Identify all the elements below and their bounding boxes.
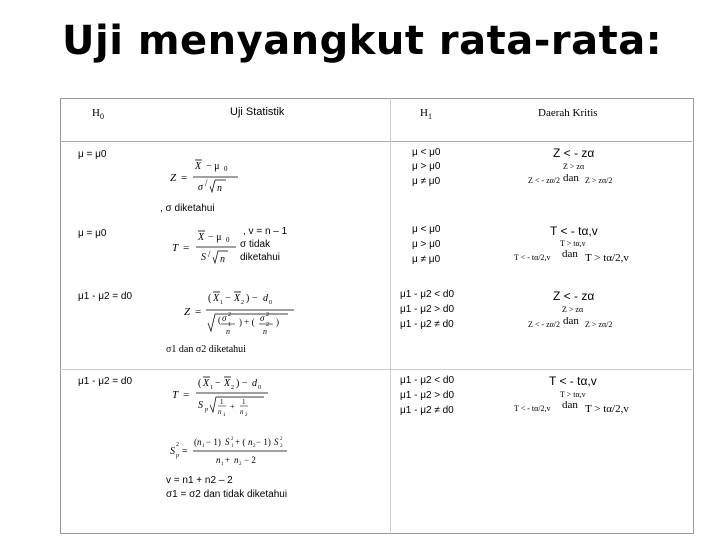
row2-note-diketahui: diketahui [240,252,281,263]
svg-text:T: T [172,242,179,254]
row3-h1-greater: μ1 - μ2 > d0 [400,304,455,315]
row1-h0: μ = μ0 [78,149,107,160]
row4-crit-dan: dan [562,399,578,411]
svg-text:+ (: + ( [235,437,246,447]
row3-note: σ1 dan σ2 diketahui [166,344,246,355]
svg-text:Z: Z [170,172,177,184]
row1-crit-right: Z > zα/2 [585,176,613,185]
header-h0: $H_0$ [92,107,104,122]
row2-note-sigma: σ tidak [240,239,271,250]
row3-crit-small: Z > zα [562,305,584,314]
svg-text:σ: σ [260,313,265,323]
svg-text:1: 1 [242,398,246,406]
row4-h1-noteq: μ1 - μ2 ≠ d0 [400,405,454,416]
svg-text:X: X [213,293,220,304]
svg-text:p: p [176,453,179,459]
svg-text:n: n [248,437,253,447]
svg-text:n: n [217,183,222,194]
column-divider [390,98,391,532]
svg-text:2: 2 [228,312,231,318]
row3-crit-dan: dan [563,315,579,327]
svg-text:1: 1 [231,444,234,449]
row2-note-v: , v = n – 1 [243,226,288,237]
svg-text:) + (: ) + ( [239,317,255,327]
svg-text:1: 1 [221,462,224,467]
svg-text:2: 2 [245,413,248,418]
svg-text:− 1): − 1) [256,437,271,447]
row4-sp-formula [168,432,290,470]
svg-text:S: S [274,437,279,447]
svg-text:− μ: − μ [208,232,222,243]
svg-text:X: X [224,378,231,389]
row4-note-sigma: σ1 = σ2 dan tidak diketahui [166,489,288,500]
svg-text:σ: σ [222,313,227,323]
row2-crit-main: T < - tα,v [550,224,598,238]
svg-text:Z: Z [184,306,191,318]
row1-z-formula [168,154,260,200]
row1-h1-noteq: μ ≠ μ0 [412,176,441,187]
svg-text:=: = [181,172,188,184]
svg-text:2: 2 [266,322,269,328]
svg-text:(: ( [198,378,202,389]
svg-text:− 1): − 1) [206,437,221,447]
svg-text:X: X [195,161,202,172]
row3-crit-right: Z > zα/2 [585,320,613,329]
svg-text:2: 2 [231,437,234,442]
row2-crit-left: T < - tα/2,v [514,253,551,262]
svg-text:+: + [225,455,231,465]
svg-text:S: S [170,446,175,457]
svg-text:d: d [263,293,268,304]
row3-z-formula [168,285,310,341]
svg-text:1: 1 [220,300,223,306]
svg-text:d: d [252,378,257,389]
svg-text:(: ( [218,315,221,325]
svg-text:X: X [234,293,241,304]
svg-text:) −: ) − [246,293,258,304]
svg-text:/: / [205,178,208,188]
row4-h1-less: μ1 - μ2 < d0 [400,375,455,386]
header-divider [60,141,692,142]
svg-text:2: 2 [231,385,234,391]
svg-text:2: 2 [239,462,242,467]
row2-crit-dan: dan [562,248,578,260]
header-h1: $H_1$ [420,107,432,122]
svg-text:n: n [234,455,239,465]
row3-crit-left: Z < - zα/2 [528,320,561,329]
svg-text:): ) [276,317,279,327]
svg-text:=: = [195,306,202,318]
svg-text:0: 0 [269,300,272,306]
svg-text:n: n [226,327,230,336]
row4-crit-small: T > tα,v [560,390,586,399]
hypothesis-table [60,98,694,534]
row4-crit-left: T < - tα/2,v [514,404,551,413]
svg-text:2: 2 [266,312,269,318]
row4-t-formula [168,372,278,420]
row3-h1-noteq: μ1 - μ2 ≠ d0 [400,319,454,330]
svg-text:1: 1 [223,413,226,418]
row1-h1-greater: μ > μ0 [412,161,441,172]
svg-text:p: p [205,407,208,413]
page-title: Uji menyangkut rata-rata: [62,18,663,64]
svg-text:2: 2 [241,300,244,306]
svg-text:=: = [183,389,190,401]
svg-text:n: n [197,437,202,447]
row1-crit-main: Z < - zα [553,146,595,160]
svg-text:=: = [182,446,188,457]
svg-text:2: 2 [176,442,179,448]
svg-text:n: n [220,254,225,265]
svg-text:0: 0 [226,236,230,244]
row2-crit-small: T > tα,v [560,239,586,248]
row4-crit-main: T < - tα,v [549,374,597,388]
svg-text:− μ: − μ [206,161,220,172]
svg-text:n: n [218,408,222,416]
row2-h1-noteq: μ ≠ μ0 [412,254,441,265]
svg-text:2: 2 [280,444,283,449]
svg-text:T: T [172,389,179,401]
svg-text:/: / [208,249,211,259]
header-uji-statistik: Uji Statistik [230,106,285,118]
row2-crit-right: T > tα/2,v [585,252,629,264]
row1-note: , σ diketahui [160,203,215,214]
svg-text:X: X [203,378,210,389]
row3-crit-main: Z < - zα [553,289,595,303]
row4-h0: μ1 - μ2 = d0 [78,376,133,387]
row2-h1-greater: μ > μ0 [412,239,441,250]
row3-h0: μ1 - μ2 = d0 [78,291,133,302]
svg-text:S: S [225,437,230,447]
row-divider [60,369,692,370]
svg-text:n: n [216,455,221,465]
svg-text:) −: ) − [236,378,248,389]
svg-text:0: 0 [224,165,228,173]
svg-text:2: 2 [280,437,283,442]
svg-text:1: 1 [210,385,213,391]
svg-text:+: + [230,402,235,411]
row2-h1-less: μ < μ0 [412,224,441,235]
svg-text:− 2: − 2 [244,455,256,465]
svg-text:n: n [240,408,244,416]
row1-crit-dan: dan [563,172,579,184]
svg-text:S: S [201,252,206,263]
svg-text:σ: σ [198,182,203,193]
svg-text:X: X [198,232,205,243]
row2-t-formula [168,227,240,273]
row1-crit-small: Z > zα [563,162,585,171]
svg-text:S: S [198,400,203,411]
svg-text:n: n [263,327,267,336]
svg-text:1: 1 [228,322,231,328]
row4-crit-right: T > tα/2,v [585,403,629,415]
row3-h1-less: μ1 - μ2 < d0 [400,289,455,300]
row4-note-v: v = n1 + n2 – 2 [166,475,233,486]
header-daerah-kritis: Daerah Kritis [538,107,598,119]
row2-h0: μ = μ0 [78,228,107,239]
svg-text:(: ( [208,293,212,304]
svg-text:0: 0 [258,385,261,391]
svg-text:=: = [183,242,190,254]
svg-text:1: 1 [202,444,205,449]
svg-text:−: − [215,378,221,389]
svg-text:(: ( [194,437,197,447]
row4-h1-greater: μ1 - μ2 > d0 [400,390,455,401]
svg-text:2: 2 [253,444,256,449]
row1-crit-left: Z < - zα/2 [528,176,561,185]
row1-h1-less: μ < μ0 [412,147,441,158]
svg-text:1: 1 [220,398,224,406]
svg-text:−: − [225,293,231,304]
